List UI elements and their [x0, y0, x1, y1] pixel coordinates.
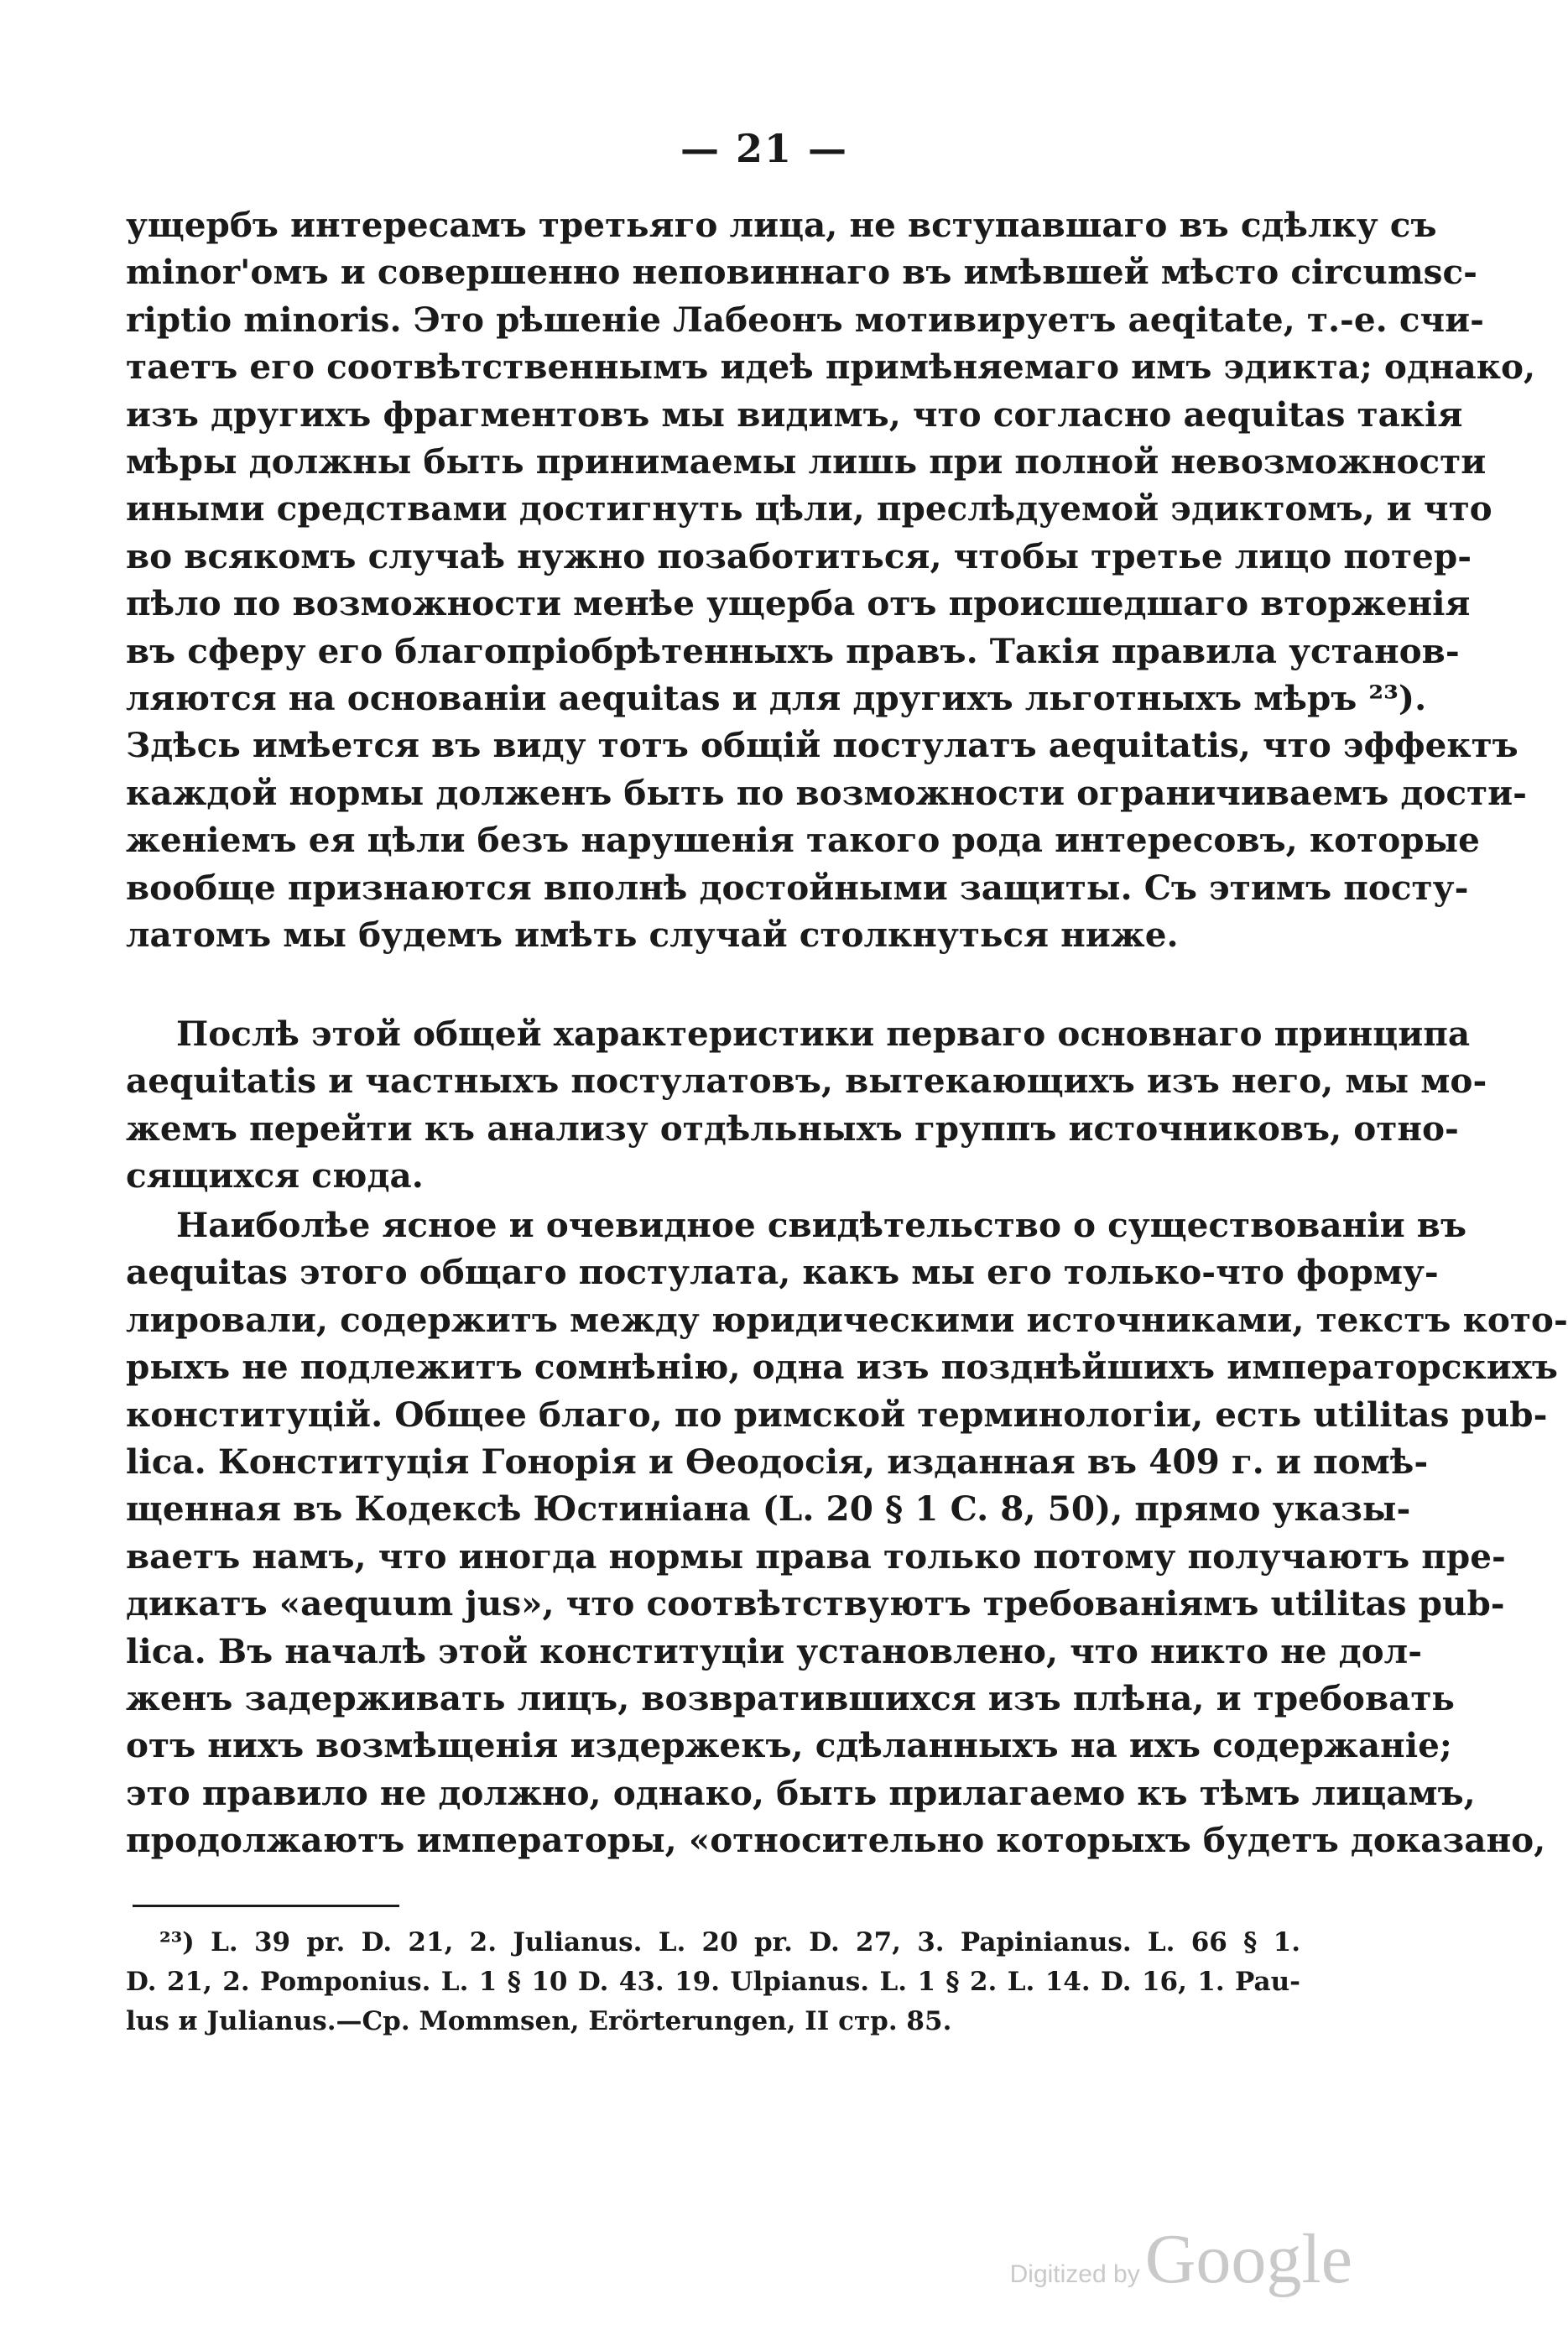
footnote-line: ²³) L. 39 pr. D. 21, 2. Julianus. L. 20 pr. D. 27, 3. Papinianus. L. 66 § 1.	[159, 1927, 1300, 1957]
paragraph-3-line: aequitas этого общаго постулата, какъ мы его только-что форму-	[126, 1252, 1439, 1293]
paragraph-3-line: Наиболѣе ясное и очевидное свидѣтельство о существованіи въ	[176, 1205, 1467, 1245]
google-watermark	[1010, 2218, 1352, 2300]
footnotes	[126, 1923, 1300, 2041]
paragraph-1-line: иными средствами достигнуть цѣли, преслѣдуемой эдиктомъ, и что	[126, 488, 1492, 529]
paragraph-1-line: riptio minoris. Это рѣшеніе Лабеонъ мотивируетъ aeqitate, т.-е. счи-	[126, 299, 1484, 340]
paragraph-3-line: ваетъ намъ, что иногда нормы права только потому получаютъ пре-	[126, 1535, 1506, 1577]
paragraph-1-line: ляются на основаніи aequitas и для другихъ льготныхъ мѣръ ²³).	[126, 678, 1427, 719]
paragraph-1-line: minor'омъ и совершенно неповиннаго въ имѣвшей мѣсто circumsc-	[126, 252, 1477, 293]
paragraph-3-line: рыхъ не подлежитъ сомнѣнію, одна изъ позднѣйшихъ императорскихъ	[126, 1347, 1558, 1388]
paragraph-3-line: женъ задерживать лицъ, возвратившихся изъ плѣна, и требовать	[126, 1678, 1455, 1719]
paragraph-1-line: изъ другихъ фрагментовъ мы видимъ, что согласно aequitas такія	[126, 394, 1463, 435]
google-logo: Google	[1144, 2220, 1352, 2298]
footnote-separator	[133, 1905, 399, 1907]
paragraph-1-line: Здѣсь имѣется въ виду тотъ общій постулатъ aequitatis, что эффектъ	[126, 725, 1519, 766]
paragraph-1-line: вообще признаются вполнѣ достойными защиты. Съ этимъ посту-	[126, 867, 1469, 908]
paragraph-2-line: aequitatis и частныхъ постулатовъ, вытекающихъ изъ него, мы мо-	[126, 1061, 1487, 1102]
paragraph-3-line: lica. Въ началѣ этой конституціи установлено, что никто не дол-	[126, 1630, 1423, 1671]
paragraph-3-line: дикатъ «aequum jus», что соотвѣтствуютъ требованіямъ utilitas pub-	[126, 1583, 1505, 1624]
paragraph-2-line: сящихся сюда.	[126, 1155, 424, 1196]
paragraph-1-line: въ сферу его благопріобрѣтенныхъ правъ. Такія правила установ-	[126, 630, 1460, 671]
paragraph-3-line: щенная въ Кодексѣ Юстиніана (L. 20 § 1 C. 8, 50), прямо указы-	[126, 1488, 1411, 1530]
footnote-line: D. 21, 2. Pomponius. L. 1 § 10 D. 43. 19. Ulpianus. L. 1 § 2. L. 14. D. 16, 1. Pau-	[126, 1967, 1300, 1997]
paragraph-3-line: отъ нихъ возмѣщенія издержекъ, сдѣланныхъ на ихъ содержаніе;	[126, 1725, 1452, 1766]
paragraph-1	[126, 201, 1536, 959]
paragraph-1-line: пѣло по возможности менѣе ущерба отъ происшедшаго вторженія	[126, 583, 1471, 624]
paragraph-3-line: это правило не должно, однако, быть прилагаемо къ тѣмъ лицамъ,	[126, 1772, 1476, 1813]
paragraph-2-line: Послѣ этой общей характеристики перваго основнаго принципа	[176, 1014, 1471, 1054]
paragraph-1-line: таетъ его соотвѣтственнымъ идеѣ примѣняемаго имъ эдикта; однако,	[126, 347, 1536, 388]
paragraph-1-line: ущербъ интересамъ третьяго лица, не вступавшаго въ сдѣлку съ	[126, 205, 1437, 245]
paragraph-3-line: продолжаютъ императоры, «относительно которыхъ будетъ доказано,	[126, 1820, 1546, 1861]
paragraph-3	[126, 1202, 1568, 1864]
paragraph-2-line: жемъ перейти къ анализу отдѣльныхъ группъ источниковъ, отно-	[126, 1108, 1459, 1149]
paragraph-1-line: латомъ мы будемъ имѣть случай столкнуться ниже.	[126, 915, 1179, 956]
page-number: — 21 —	[680, 126, 849, 171]
watermark-prefix: Digitized by	[1009, 2260, 1140, 2288]
footnote-line: lus и Julianus.—Ср. Mommsen, Erörterungen, II стр. 85.	[126, 2006, 952, 2036]
paragraph-2	[126, 1010, 1487, 1200]
paragraph-3-line: лировали, содержитъ между юридическими источниками, текстъ кото-	[126, 1299, 1568, 1340]
paragraph-1-line: во всякомъ случаѣ нужно позаботиться, чтобы третье лицо потер-	[126, 535, 1472, 576]
paragraph-1-line: женіемъ ея цѣли безъ нарушенія такого рода интересовъ, которые	[126, 820, 1480, 861]
paragraph-1-line: каждой нормы долженъ быть по возможности ограничиваемъ дости-	[126, 772, 1527, 813]
paragraph-3-line: конституцій. Общее благо, по римской терминологіи, есть utilitas pub-	[126, 1394, 1548, 1435]
paragraph-3-line: lica. Конституція Гонорія и Ѳеодосія, изданная въ 409 г. и помѣ-	[126, 1441, 1429, 1483]
paragraph-1-line: мѣры должны быть принимаемы лишь при полной невозможности	[126, 441, 1487, 482]
